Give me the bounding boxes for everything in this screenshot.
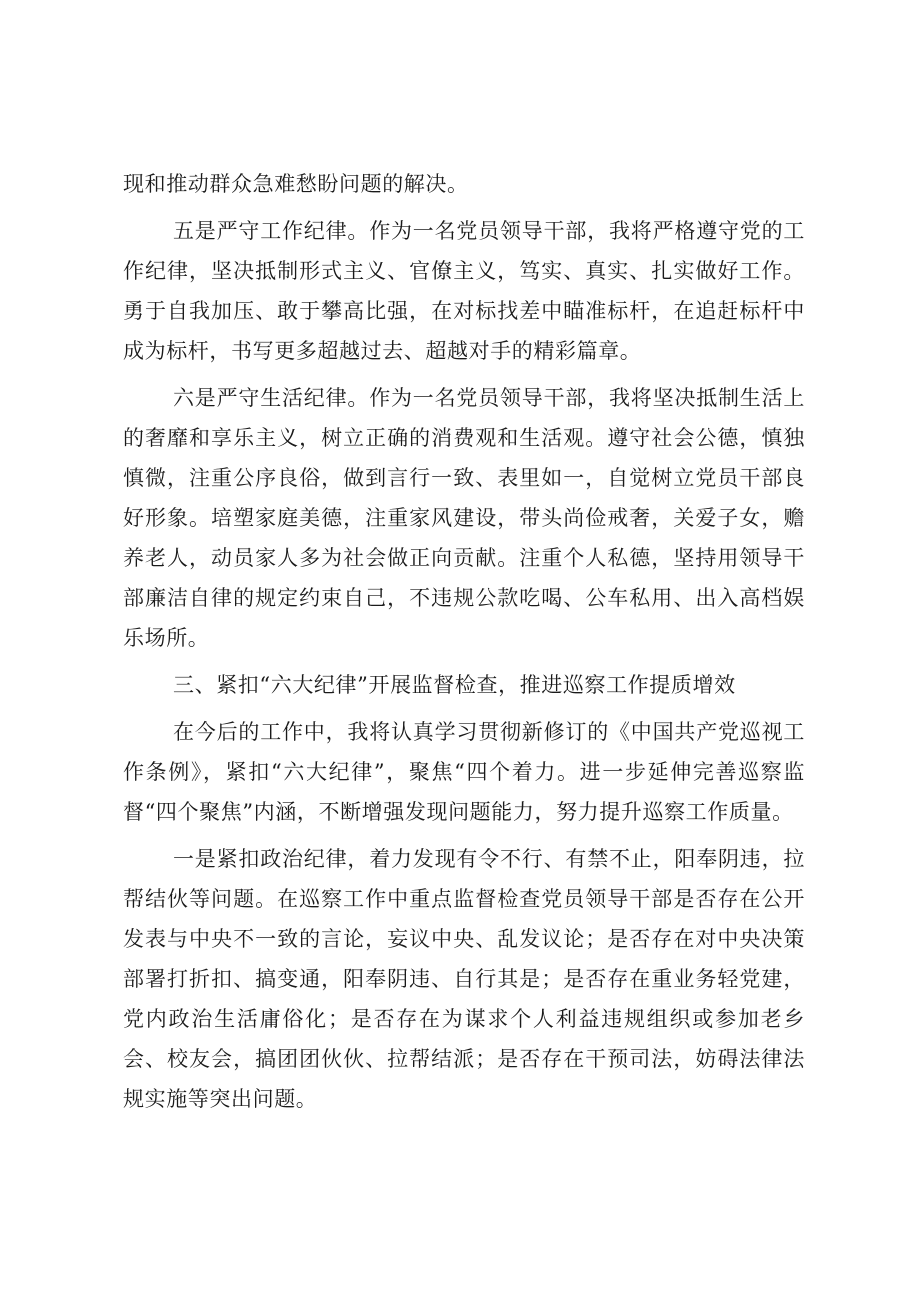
paragraph-work-discipline: 五是严守工作纪律。作为一名党员领导干部，我将严格遵守党的工作纪律，坚决抵制形式主义、官僚主义，笃实、真实、扎实做好工作。勇于自我加压、敢于攀高比强，在对标找差中瞄准标杆，在追赶标杆中成为标杆，书写更多超越过去、超越对手的精彩篇章。	[123, 219, 805, 363]
paragraph-political-discipline: 一是紧扣政治纪律，着力发现有令不行、有禁不止，阳奉阴违，拉帮结伙等问题。在巡察工作中重点监督检查党员领导干部是否存在公开发表与中央不一致的言论，妄议中央、乱发议论；是否存在对中央决策部署打折扣、搞变通，阳奉阴违、自行其是；是否存在重业务轻党建，党内政治生活庸俗化；是否存在为谋求个人利益违规组织或参加老乡会、校友会，搞团团伙伙、拉帮结派；是否存在干预司法，妨碍法律法规实施等突出问题。	[123, 847, 805, 1111]
paragraph-future-work: 在今后的工作中，我将认真学习贯彻新修订的《中国共产党巡视工作条例》，紧扣“六大纪律”，聚焦“四个着力。进一步延伸完善巡察监督“四个聚焦”内涵，不断增强发现问题能力，努力提升巡察工作质量。	[123, 720, 805, 824]
paragraph-life-discipline: 六是严守生活纪律。作为一名党员领导干部，我将坚决抵制生活上的奢靡和享乐主义，树立正确的消费观和生活观。遵守社会公德，慎独慎微，注重公序良俗，做到言行一致、表里如一，自觉树立党员干部良好形象。培塑家庭美德，注重家风建设，带头尚俭戒奢，关爱子女，赡养老人，动员家人多为社会做正向贡献。注重个人私德，坚持用领导干部廉洁自律的规定约束自己，不违规公款吃喝、公车私用、出入高档娱乐场所。	[123, 386, 805, 650]
section-heading: 三、紧扣“六大纪律”开展监督检查，推进巡察工作提质增效	[173, 673, 736, 697]
paragraph-continuation: 现和推动群众急难愁盼问题的解决。	[123, 172, 469, 196]
document-body	[123, 164, 805, 1126]
